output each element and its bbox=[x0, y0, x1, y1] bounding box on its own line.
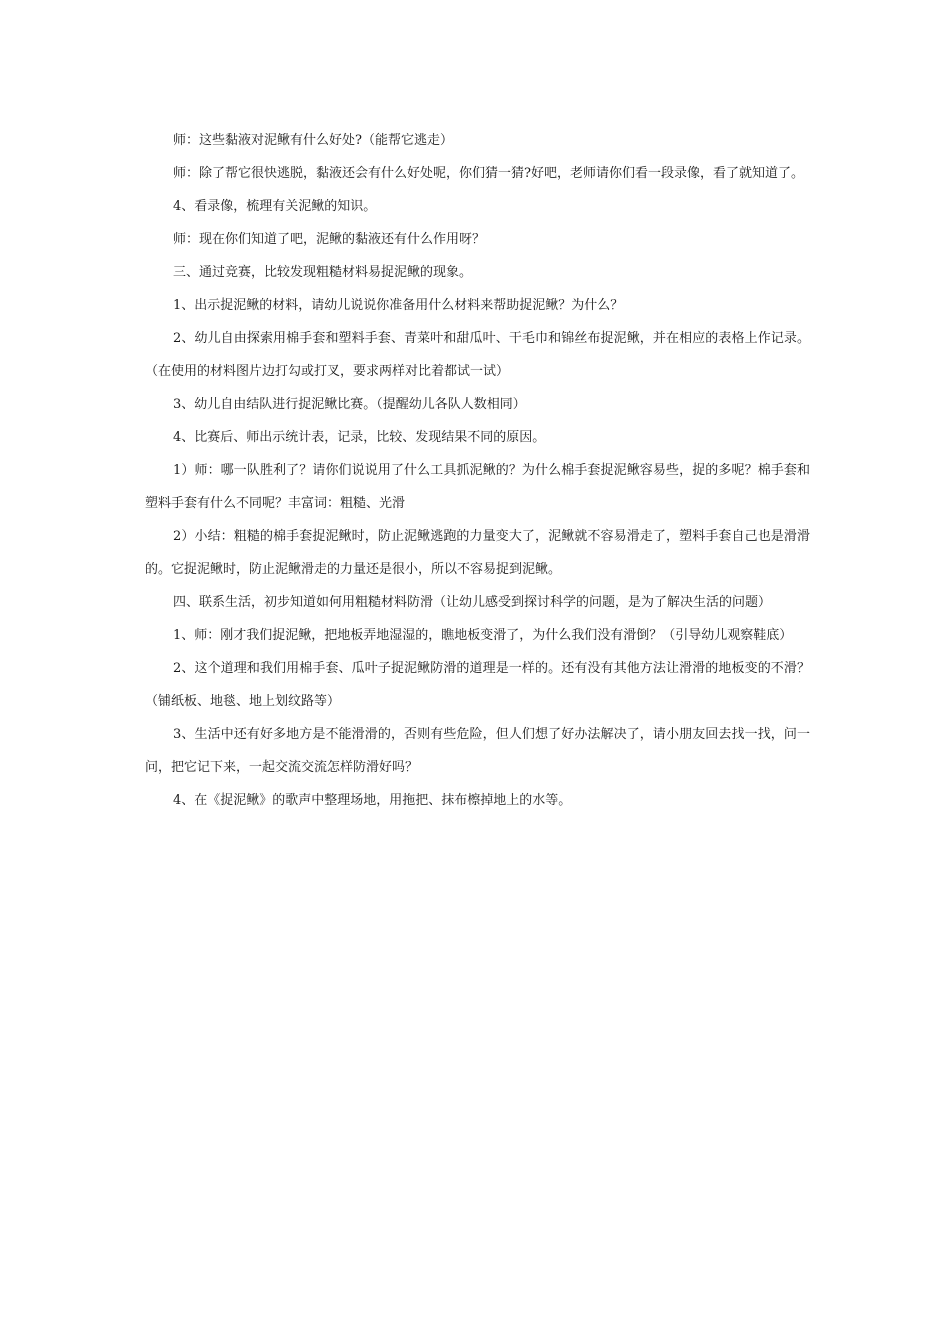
paragraph: 师：这些黏液对泥鳅有什么好处?（能帮它逃走） bbox=[173, 133, 453, 148]
section-heading: 四、联系生活，初步知道如何用粗糙材料防滑（让幼儿感受到探讨科学的问题，是为了解决生活的问题） bbox=[173, 595, 772, 610]
section-heading: 三、通过竞赛，比较发现粗糙材料易捉泥鳅的现象。 bbox=[173, 265, 473, 280]
paragraph: 3、幼儿自由结队进行捉泥鳅比赛。（提醒幼儿各队人数相同） bbox=[173, 397, 526, 412]
paragraph: 1、师：刚才我们捉泥鳅，把地板弄地湿湿的，瞧地板变滑了，为什么我们没有滑倒？（引导幼儿观察鞋底） bbox=[173, 628, 793, 643]
paragraph: 3、生活中还有好多地方是不能滑滑的，否则有些危险，但人们想了好办法解决了，请小朋友回去找一找，问一问，把它记下来，一起交流交流怎样防滑好吗？ bbox=[145, 727, 810, 775]
document-body bbox=[145, 124, 810, 817]
paragraph: 师：现在你们知道了吧，泥鳅的黏液还有什么作用呀？ bbox=[173, 232, 486, 247]
paragraph: 1）师：哪一队胜利了？请你们说说用了什么工具抓泥鳅的？为什么棉手套捉泥鳅容易些，捉的多呢？棉手套和塑料手套有什么不同呢？丰富词：粗糙、光滑 bbox=[145, 463, 810, 511]
paragraph: 4、比赛后、师出示统计表，记录，比较、发现结果不同的原因。 bbox=[173, 430, 546, 445]
paragraph: 2、幼儿自由探索用棉手套和塑料手套、青菜叶和甜瓜叶、干毛巾和锦丝布捉泥鳅，并在相应的表格上作记录。（在使用的材料图片边打勾或打叉，要求两样对比着都试一试） bbox=[145, 331, 810, 379]
paragraph: 师：除了帮它很快逃脱，黏液还会有什么好处呢，你们猜一猜?好吧，老师请你们看一段录像，看了就知道了。 bbox=[173, 166, 804, 181]
paragraph: 4、看录像，梳理有关泥鳅的知识。 bbox=[173, 199, 377, 214]
paragraph: 2、这个道理和我们用棉手套、瓜叶子捉泥鳅防滑的道理是一样的。还有没有其他方法让滑滑的地板变的不滑？（铺纸板、地毯、地上划纹路等） bbox=[145, 661, 810, 709]
paragraph: 2）小结：粗糙的棉手套捉泥鳅时，防止泥鳅逃跑的力量变大了，泥鳅就不容易滑走了，塑料手套自己也是滑滑的。它捉泥鳅时，防止泥鳅滑走的力量还是很小，所以不容易捉到泥鳅。 bbox=[145, 529, 810, 577]
paragraph: 4、在《捉泥鳅》的歌声中整理场地，用拖把、抹布檫掉地上的水等。 bbox=[173, 793, 572, 808]
paragraph: 1、出示捉泥鳅的材料，请幼儿说说你准备用什么材料来帮助捉泥鳅？为什么？ bbox=[173, 298, 624, 313]
